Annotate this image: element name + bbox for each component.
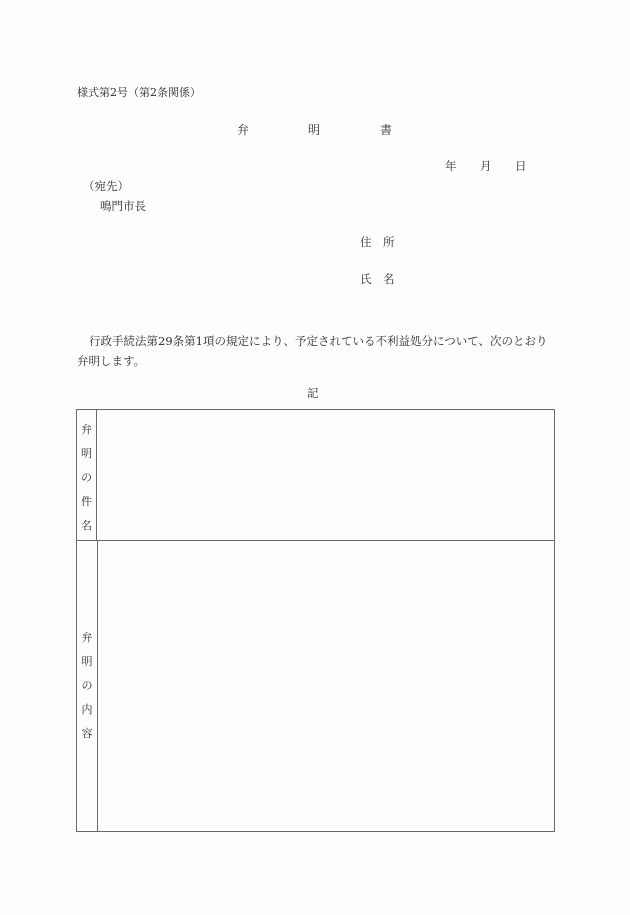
title-char: 書 [380,123,393,137]
subject-field[interactable] [97,410,554,540]
label-char: 弁 [81,423,92,436]
label-char: 明 [81,447,92,460]
year-label: 年 [445,159,457,173]
ki-heading: 記 [307,386,319,400]
content-field[interactable] [98,541,554,831]
day-label: 日 [515,159,527,173]
month-label: 月 [480,159,492,173]
title-char: 弁 [237,123,250,137]
form-number: 様式第2号（第2条関係） [77,86,201,99]
address-label: 住 所 [360,235,395,249]
title-char: 明 [308,123,321,137]
name-label: 氏 名 [360,272,395,286]
label-char: 容 [81,727,93,740]
label-char: 弁 [81,631,93,644]
label-char: 明 [81,655,93,668]
label-char: の [81,471,92,484]
addressee-label: （宛先） [83,179,129,193]
explanation-table [76,409,555,832]
table-row-content [77,541,554,831]
label-char: 内 [81,703,93,716]
label-char: 件 [81,495,92,508]
body-paragraph [77,331,557,371]
body-line-1: 行政手続法第29条第1項の規定により、予定されている不利益処分について、次のとおり [89,334,548,348]
subject-label [77,410,97,540]
label-char: 名 [81,519,92,532]
label-char: の [81,679,93,692]
body-line-2: 弁明します。 [77,354,146,368]
table-row-subject [77,410,554,541]
content-label [77,541,98,831]
recipient: 鳴門市長 [100,199,146,213]
